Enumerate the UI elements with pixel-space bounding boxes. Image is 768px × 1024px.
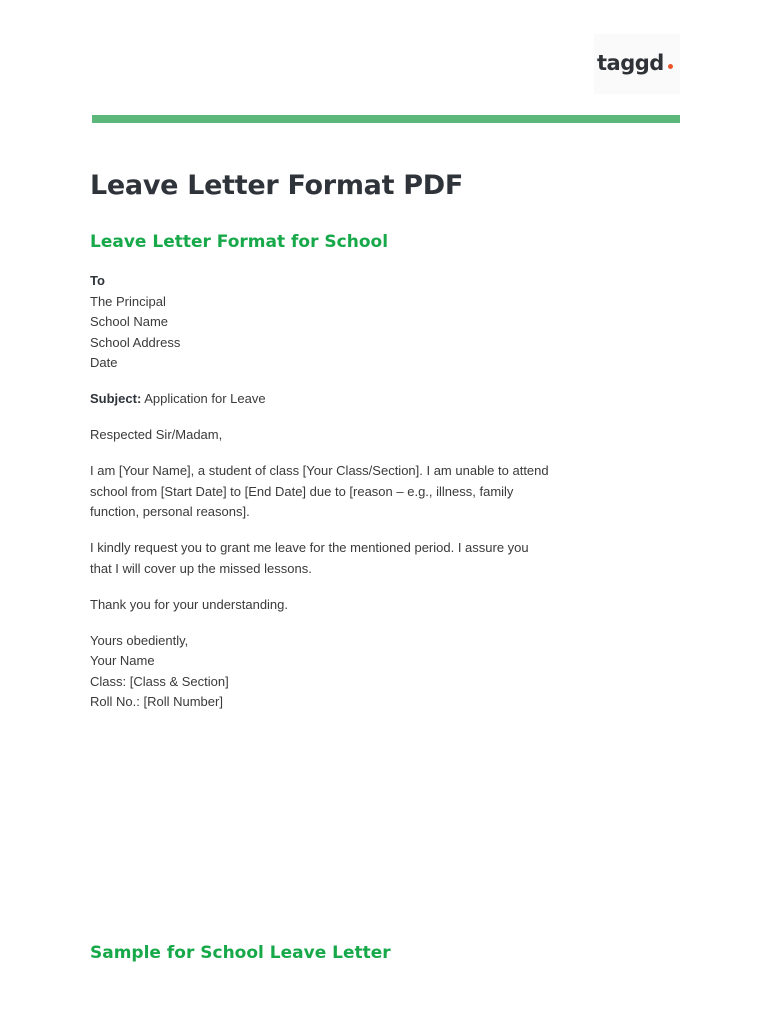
section-heading-format: Leave Letter Format for School [90, 232, 389, 252]
subject-line [90, 389, 570, 410]
body-paragraph-line: function, personal reasons]. [90, 504, 250, 519]
salutation: Respected Sir/Madam, [90, 427, 223, 442]
address-line: School Address [90, 334, 181, 350]
closing-line: Yours obediently, [90, 632, 189, 648]
body-paragraph-line: that I will cover up the missed lessons. [90, 560, 312, 576]
page-title: Leave Letter Format PDF [90, 170, 464, 201]
body-paragraph-line: I kindly request you to grant me leave for the mentioned period. I assure you [90, 540, 529, 555]
body-paragraph-line: school from [Start Date] to [End Date] due to [reason – e.g., illness, family [90, 483, 514, 499]
closing-line: Class: [Class & Section] [90, 673, 229, 689]
letter-body [90, 271, 570, 713]
address-line: Date [90, 355, 118, 370]
closing-line: Your Name [90, 653, 155, 668]
logo-dot-icon [668, 64, 673, 69]
closing-line: Roll No.: [Roll Number] [90, 694, 223, 709]
address-line: The Principal [90, 293, 166, 309]
thanks-line: Thank you for your understanding. [90, 596, 289, 612]
body-paragraph-line: I am [Your Name], a student of class [Your Class/Section]. I am unable to attend [90, 463, 549, 478]
address-line: School Name [90, 314, 169, 329]
taggd-logo: taggd [597, 51, 664, 75]
header-rule [92, 115, 680, 123]
subject-label: Subject: [90, 391, 142, 406]
section-heading-sample: Sample for School Leave Letter [90, 943, 391, 963]
subject-text: Application for Leave [141, 391, 266, 406]
to-label: To [90, 273, 105, 288]
